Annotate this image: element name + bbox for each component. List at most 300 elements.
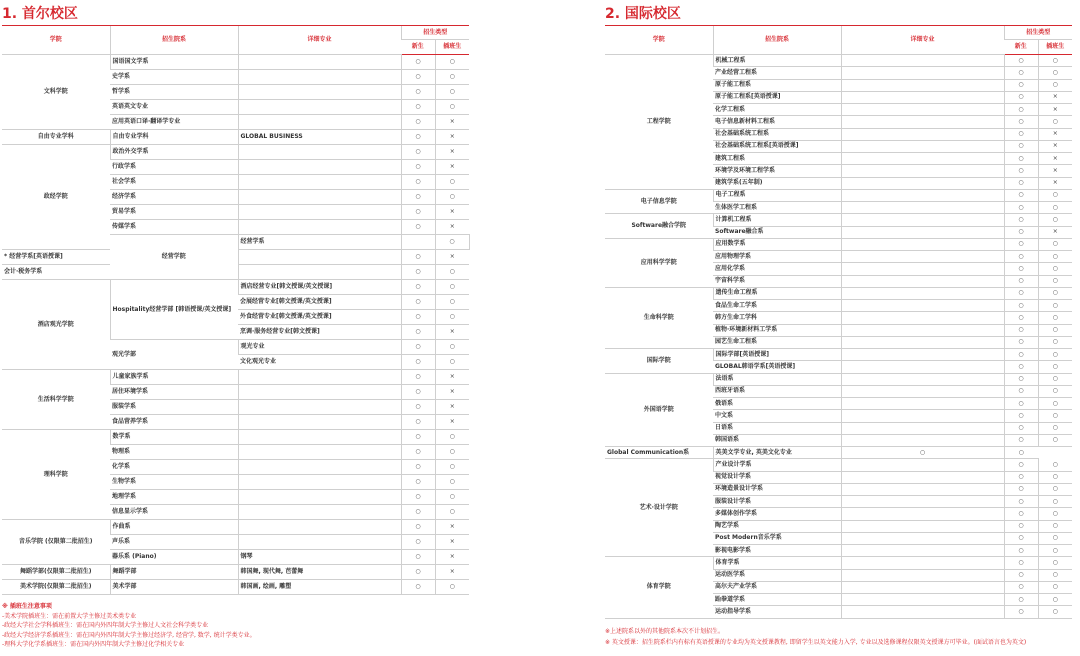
new-student-mark: ○	[401, 70, 435, 85]
new-student-mark: ○	[1004, 324, 1038, 336]
transfer-mark: ○	[1038, 238, 1072, 250]
dept-cell: 原子能工程系[英语授课]	[713, 91, 841, 103]
dept-cell: 观光学部	[110, 340, 238, 370]
transfer-mark: ○	[1038, 410, 1072, 422]
dept-cell: 哲学系	[110, 85, 238, 100]
transfer-mark: ○	[1038, 79, 1072, 91]
transfer-mark: ×	[1038, 91, 1072, 103]
college-cell: 政经学院	[2, 145, 110, 250]
transfer-mark: ○	[1038, 483, 1072, 495]
new-student-mark: ○	[1004, 434, 1038, 446]
new-student-mark: ○	[1004, 312, 1038, 324]
transfer-mark: ×	[435, 550, 469, 565]
college-cell: 生命科学院	[605, 287, 713, 348]
dept-cell: 应用物理学系	[713, 251, 841, 263]
dept-cell: 行政学系	[110, 160, 238, 175]
table-row	[2, 430, 469, 445]
new-student-mark: ○	[1004, 520, 1038, 532]
college-cell: 自由专业学科	[2, 130, 110, 145]
major-cell	[841, 116, 1004, 128]
new-student-mark: ○	[401, 325, 435, 340]
transfer-mark: ×	[435, 130, 469, 145]
major-cell	[841, 214, 1004, 226]
dept-cell: 应用英语口译·翻译学专业	[110, 115, 238, 130]
dept-cell: 政治外交学系	[110, 145, 238, 160]
transfer-mark: ○	[1038, 300, 1072, 312]
transfer-mark: ○	[1038, 67, 1072, 79]
dept-cell: 服装设计学系	[713, 496, 841, 508]
major-cell	[238, 400, 401, 415]
table-row	[605, 349, 1072, 361]
major-cell	[238, 520, 401, 535]
dept-cell: 韩方生命工学科	[713, 312, 841, 324]
dept-cell: Global Communication系	[605, 447, 713, 459]
college-cell: 应用科学学院	[605, 238, 713, 287]
major-cell	[841, 140, 1004, 152]
dept-cell: 国际学部[英语授课]	[713, 349, 841, 361]
dept-cell: 遗传生命工程系	[713, 287, 841, 299]
major-cell	[238, 220, 401, 235]
major-cell	[238, 490, 401, 505]
transfer-mark: ○	[1038, 349, 1072, 361]
dept-cell: 作曲系	[110, 520, 238, 535]
notes-item: ※ 英文授课：招生院系栏内有标有英语授课的专业均为英文授课教程, 即留学生以英文能力入学, 专业以及选修课程仅限英文授课方可毕业。(面试语言也为英文)	[605, 639, 1027, 646]
new-student-mark: ○	[1004, 557, 1038, 569]
college-cell: 国际学院	[605, 349, 713, 374]
new-student-mark: ○	[1004, 581, 1038, 593]
major-cell	[841, 287, 1004, 299]
dept-cell: 跆拳道学系	[713, 594, 841, 606]
transfer-mark: ○	[1038, 116, 1072, 128]
new-student-mark: ○	[401, 520, 435, 535]
transfer-mark: ○	[1038, 606, 1072, 618]
dept-cell: 史学系	[110, 70, 238, 85]
major-cell	[841, 79, 1004, 91]
new-student-mark: ○	[401, 130, 435, 145]
transfer-mark: ×	[435, 220, 469, 235]
major-cell	[841, 434, 1004, 446]
major-cell	[841, 520, 1004, 532]
dept-cell: 多媒体创作学系	[713, 508, 841, 520]
major-cell	[841, 312, 1004, 324]
transfer-mark: ○	[1038, 434, 1072, 446]
major-cell	[238, 415, 401, 430]
table-row	[2, 280, 469, 295]
header-transfer: 插班生	[1038, 40, 1072, 55]
college-cell: 生活科学学院	[2, 370, 110, 430]
new-student-mark: ○	[1004, 569, 1038, 581]
major-cell	[841, 459, 1004, 471]
transfer-mark: ○	[1038, 422, 1072, 434]
new-student-mark: ○	[401, 445, 435, 460]
new-student-mark: ○	[401, 475, 435, 490]
header-major: 详细专业	[238, 26, 401, 55]
new-student-mark: ○	[401, 400, 435, 415]
transfer-mark: ○	[435, 445, 469, 460]
major-cell: 文化观光专业	[238, 355, 401, 370]
table-row	[605, 373, 1072, 385]
major-cell	[841, 398, 1004, 410]
college-cell: Software融合学院	[605, 214, 713, 239]
transfer-mark: ×	[435, 535, 469, 550]
dept-cell: 舞蹈学部	[110, 565, 238, 580]
transfer-notes	[2, 602, 256, 650]
header-college: 学院	[605, 26, 713, 55]
dept-cell: 生体医学工程系	[713, 202, 841, 214]
major-cell	[841, 422, 1004, 434]
dept-cell: 园艺生命工程系	[713, 336, 841, 348]
transfer-mark: ○	[435, 190, 469, 205]
major-cell	[841, 569, 1004, 581]
dept-cell: 电子工程系	[713, 189, 841, 201]
major-cell	[238, 505, 401, 520]
new-student-mark: ○	[401, 85, 435, 100]
new-student-mark: ○	[1004, 189, 1038, 201]
dept-cell: 服装学系	[110, 400, 238, 415]
header-dept: 招生院系	[110, 26, 238, 55]
dept-cell: 会计·税务学系	[2, 265, 110, 280]
new-student-mark: ○	[401, 415, 435, 430]
new-student-mark: ○	[1004, 128, 1038, 140]
transfer-mark: ×	[435, 250, 469, 265]
new-student-mark: ○	[401, 385, 435, 400]
transfer-mark: ○	[435, 505, 469, 520]
table-row	[2, 520, 469, 535]
dept-cell: 西班牙语系	[713, 385, 841, 397]
transfer-mark: ○	[1038, 459, 1072, 471]
new-student-mark: ○	[401, 580, 435, 595]
major-cell	[841, 226, 1004, 238]
major-cell: 英美文学专业, 英美文化专业	[713, 447, 841, 459]
notes-item: -政经大学社会学科插班生：需在国内外四年制大学主修过人文社会科学类专业	[2, 622, 209, 629]
dept-cell: 运动指导学系	[713, 606, 841, 618]
header-major: 详细专业	[841, 26, 1004, 55]
transfer-mark: ○	[1038, 385, 1072, 397]
college-cell: 音乐学院 (仅限第二批招生)	[2, 520, 110, 565]
header-college: 学院	[2, 26, 110, 55]
new-student-mark: ○	[401, 340, 435, 355]
major-cell	[238, 115, 401, 130]
major-cell	[841, 165, 1004, 177]
major-cell: 外食经营专业[韩文授课/英文授课]	[238, 310, 401, 325]
major-cell	[238, 190, 401, 205]
dept-cell: 应用化学系	[713, 263, 841, 275]
dept-cell: 建筑学系(五年制)	[713, 177, 841, 189]
major-cell	[841, 91, 1004, 103]
transfer-mark: ×	[1038, 153, 1072, 165]
new-student-mark: ○	[1004, 287, 1038, 299]
transfer-mark: ○	[1038, 336, 1072, 348]
new-student-mark: ○	[1004, 373, 1038, 385]
new-student-mark: ○	[1004, 251, 1038, 263]
major-cell: 酒店经营专业[韩文授课/英文授课]	[238, 280, 401, 295]
transfer-mark: ○	[1038, 324, 1072, 336]
new-student-mark: ○	[401, 220, 435, 235]
major-cell	[841, 385, 1004, 397]
major-cell	[841, 606, 1004, 618]
transfer-mark: ×	[1038, 140, 1072, 152]
new-student-mark: ○	[401, 250, 435, 265]
new-student-mark: ○	[1004, 300, 1038, 312]
transfer-mark: ○	[1038, 569, 1072, 581]
major-cell: 观光专业	[238, 340, 401, 355]
header-dept: 招生院系	[713, 26, 841, 55]
header-new: 新生	[1004, 40, 1038, 55]
global-notes	[605, 626, 1026, 648]
header-type: 招生类型	[401, 26, 469, 40]
major-cell	[841, 189, 1004, 201]
new-student-mark: ○	[1004, 471, 1038, 483]
major-cell	[238, 475, 401, 490]
table-row	[2, 580, 469, 595]
new-student-mark: ○	[401, 175, 435, 190]
major-cell	[841, 496, 1004, 508]
college-cell: 舞蹈学部(仅限第二批招生)	[2, 565, 110, 580]
major-cell	[841, 263, 1004, 275]
new-student-mark: ○	[1004, 410, 1038, 422]
major-cell	[841, 410, 1004, 422]
transfer-mark: ○	[435, 280, 469, 295]
major-cell	[238, 370, 401, 385]
dept-cell: 陶艺学系	[713, 520, 841, 532]
major-cell	[238, 70, 401, 85]
major-cell	[841, 324, 1004, 336]
college-cell: 理科学院	[2, 430, 110, 520]
table-row	[605, 287, 1072, 299]
new-student-mark: ○	[401, 310, 435, 325]
dept-cell: 英语英文专业	[110, 100, 238, 115]
transfer-mark: ○	[435, 340, 469, 355]
major-cell	[238, 100, 401, 115]
new-student-mark: ○	[1004, 508, 1038, 520]
college-cell: 外国语学院	[605, 373, 713, 447]
major-cell: 韩国舞, 现代舞, 芭蕾舞	[238, 565, 401, 580]
college-cell: 文科学院	[2, 55, 110, 130]
dept-cell: 经营学系	[238, 235, 401, 250]
transfer-mark: ○	[1038, 581, 1072, 593]
notes-item: ※上述院系以外的其他院系本次不计划招生。	[605, 628, 725, 635]
dept-cell: 应用数学系	[713, 238, 841, 250]
transfer-mark: ×	[435, 115, 469, 130]
major-cell	[841, 471, 1004, 483]
college-cell: 体育学院	[605, 557, 713, 618]
dept-cell: 化学系	[110, 460, 238, 475]
new-student-mark: ○	[1004, 496, 1038, 508]
major-cell: 会展经营专业[韩文授课/英文授课]	[238, 295, 401, 310]
new-student-mark: ○	[401, 565, 435, 580]
new-student-mark: ○	[1004, 336, 1038, 348]
new-student-mark: ○	[401, 430, 435, 445]
major-cell	[841, 336, 1004, 348]
notes-item: -美术学院插班生：需在前置大学主修过美术类专业	[2, 612, 137, 620]
dept-cell: 俄语系	[713, 398, 841, 410]
transfer-mark: ×	[435, 145, 469, 160]
new-student-mark: ○	[401, 190, 435, 205]
table-row	[605, 214, 1072, 226]
major-cell	[841, 177, 1004, 189]
new-student-mark: ○	[1004, 104, 1038, 116]
transfer-mark: ○	[435, 310, 469, 325]
transfer-mark: ○	[1038, 594, 1072, 606]
new-student-mark: ○	[1004, 483, 1038, 495]
transfer-mark: ×	[1038, 177, 1072, 189]
new-student-mark: ○	[841, 447, 1004, 459]
major-cell	[238, 385, 401, 400]
major-cell	[238, 175, 401, 190]
major-cell	[841, 300, 1004, 312]
transfer-mark: ○	[1038, 373, 1072, 385]
dept-cell: 体育学系	[713, 557, 841, 569]
new-student-mark: ○	[1004, 202, 1038, 214]
new-student-mark: ○	[401, 505, 435, 520]
major-cell: 烹调·服务经营专业[韩文授课]	[238, 325, 401, 340]
new-student-mark: ○	[401, 370, 435, 385]
transfer-mark: ×	[435, 370, 469, 385]
new-student-mark: ○	[1004, 545, 1038, 557]
major-cell	[841, 55, 1004, 67]
transfer-mark: ○	[435, 70, 469, 85]
major-cell	[841, 373, 1004, 385]
new-student-mark: ○	[401, 355, 435, 370]
major-cell	[238, 250, 401, 265]
transfer-mark: ×	[1038, 128, 1072, 140]
new-student-mark: ○	[401, 550, 435, 565]
major-cell	[841, 581, 1004, 593]
major-cell	[841, 238, 1004, 250]
dept-cell: 传媒学系	[110, 220, 238, 235]
dept-cell: 社会基础系统工程系[英语授课]	[713, 140, 841, 152]
transfer-mark: ×	[1038, 104, 1072, 116]
dept-cell: 美术学部	[110, 580, 238, 595]
dept-cell: 建筑工程系	[713, 153, 841, 165]
new-student-mark: ○	[401, 280, 435, 295]
new-student-mark: ○	[1004, 177, 1038, 189]
dept-cell: 儿童家族学系	[110, 370, 238, 385]
new-student-mark: ○	[401, 295, 435, 310]
transfer-mark: ×	[1038, 165, 1072, 177]
transfer-mark: ○	[435, 55, 469, 70]
dept-cell: 植物·环境新材料工学系	[713, 324, 841, 336]
dept-cell: 宇宙科学系	[713, 275, 841, 287]
dept-cell: 自由专业学科	[110, 130, 238, 145]
major-cell	[841, 349, 1004, 361]
notes-heading: ※ 插班生注意事项	[2, 603, 52, 610]
major-cell	[841, 251, 1004, 263]
header-type: 招生类型	[1004, 26, 1072, 40]
new-student-mark: ○	[1004, 361, 1038, 373]
new-student-mark: ○	[1004, 349, 1038, 361]
dept-cell: 法语系	[713, 373, 841, 385]
major-cell	[841, 153, 1004, 165]
new-student-mark: ○	[1004, 116, 1038, 128]
dept-cell: 中文系	[713, 410, 841, 422]
major-cell: 钢琴	[238, 550, 401, 565]
dept-cell: 食品营养学系	[110, 415, 238, 430]
college-cell: 经营学院	[110, 235, 238, 280]
table-row	[2, 370, 469, 385]
transfer-mark: ○	[435, 265, 469, 280]
dept-cell: * 经营学系[英语授课]	[2, 250, 110, 265]
new-student-mark: ○	[401, 460, 435, 475]
section-title: 1. 首尔校区	[2, 6, 78, 22]
transfer-mark: ○	[435, 355, 469, 370]
global-campus-section	[605, 0, 1072, 646]
seoul-campus-table	[2, 25, 469, 595]
dept-cell: GLOBAL韩语学系[英语授课]	[713, 361, 841, 373]
new-student-mark: ○	[1004, 67, 1038, 79]
transfer-mark: ×	[435, 385, 469, 400]
new-student-mark: ○	[1004, 263, 1038, 275]
major-cell	[841, 483, 1004, 495]
major-cell	[841, 508, 1004, 520]
table-row	[605, 238, 1072, 250]
major-cell	[238, 460, 401, 475]
new-student-mark: ○	[1004, 226, 1038, 238]
table-row	[605, 55, 1072, 67]
dept-cell: 影视电影学系	[713, 545, 841, 557]
new-student-mark: ○	[1004, 79, 1038, 91]
table-row	[2, 55, 469, 70]
global-table-body	[605, 55, 1072, 619]
dept-cell: Hospitality经营学部 [韩语授课/英文授课]	[110, 280, 238, 340]
transfer-mark: ○	[1038, 545, 1072, 557]
transfer-mark: ○	[1038, 361, 1072, 373]
transfer-mark: ○	[1038, 275, 1072, 287]
dept-cell: 社会基础系统工程系	[713, 128, 841, 140]
transfer-mark: ○	[1038, 189, 1072, 201]
dept-cell: 贸易学系	[110, 205, 238, 220]
transfer-mark: ○	[1038, 55, 1072, 67]
major-cell	[841, 545, 1004, 557]
table-row	[605, 459, 1072, 471]
new-student-mark: ○	[1004, 91, 1038, 103]
dept-cell: 数学系	[110, 430, 238, 445]
dept-cell: 韩国语系	[713, 434, 841, 446]
new-student-mark: ○	[1004, 459, 1038, 471]
new-student-mark: ○	[401, 265, 435, 280]
header-new: 新生	[401, 40, 435, 55]
dept-cell: 经济学系	[110, 190, 238, 205]
transfer-mark: ×	[435, 400, 469, 415]
major-cell	[238, 535, 401, 550]
dept-cell: 日语系	[713, 422, 841, 434]
section-title: 2. 国际校区	[605, 6, 681, 22]
transfer-mark: ○	[1038, 202, 1072, 214]
new-student-mark: ○	[1004, 398, 1038, 410]
major-cell	[841, 275, 1004, 287]
new-student-mark: ○	[1004, 214, 1038, 226]
new-student-mark: ○	[1004, 238, 1038, 250]
dept-cell: Software融合系	[713, 226, 841, 238]
transfer-mark: ×	[435, 565, 469, 580]
dept-cell: 原子能工程系	[713, 79, 841, 91]
transfer-mark: ○	[435, 85, 469, 100]
dept-cell: 机械工程系	[713, 55, 841, 67]
table-row	[605, 557, 1072, 569]
new-student-mark: ○	[401, 535, 435, 550]
table-row	[2, 565, 469, 580]
transfer-mark: ○	[435, 490, 469, 505]
major-cell	[238, 445, 401, 460]
new-student-mark: ○	[401, 115, 435, 130]
major-cell	[841, 128, 1004, 140]
dept-cell: 生物学系	[110, 475, 238, 490]
college-cell: 艺术·设计学院	[605, 459, 713, 557]
dept-cell: 声乐系	[110, 535, 238, 550]
new-student-mark: ○	[1004, 153, 1038, 165]
major-cell	[238, 265, 401, 280]
transfer-mark: ○	[1038, 532, 1072, 544]
